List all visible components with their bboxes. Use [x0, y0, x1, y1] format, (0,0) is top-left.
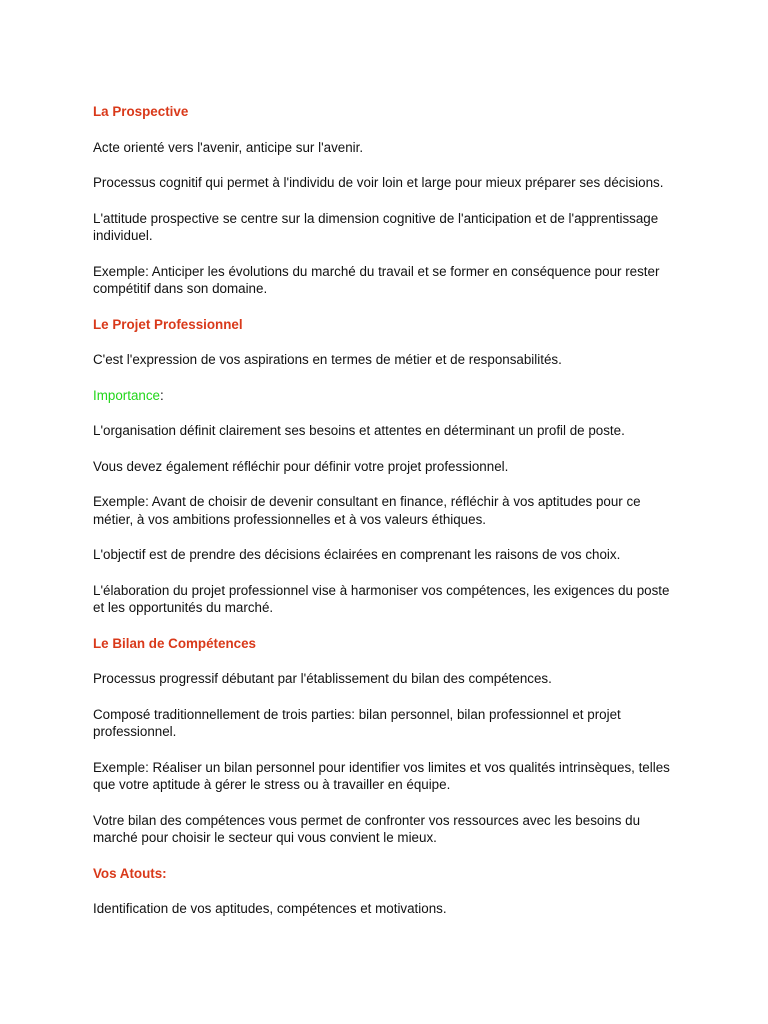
paragraph: L'objectif est de prendre des décisions éclairées en comprenant les raisons de vos choix.: [93, 547, 621, 562]
paragraph: Identification de vos aptitudes, compétences et motivations.: [93, 901, 447, 916]
paragraph: L'élaboration du projet professionnel vise à harmoniser vos compétences, les exigences du poste et les opportunités du marché.: [93, 582, 670, 615]
paragraph: Composé traditionnellement de trois parties: bilan personnel, bilan professionnel et projet professionnel.: [93, 706, 621, 739]
importance-colon: :: [160, 387, 164, 403]
document-page: [93, 103, 683, 936]
section-heading-projet-professionnel: Le Projet Professionnel: [93, 316, 243, 332]
paragraph: Exemple: Anticiper les évolutions du marché du travail et se former en conséquence pour rester compétitif dans son domaine.: [93, 263, 660, 296]
section-heading-prospective: La Prospective: [93, 104, 189, 119]
paragraph: Votre bilan des compétences vous permet de confronter vos ressources avec les besoins du marché pour choisir le secteur qui vous convient le mieux.: [93, 812, 641, 845]
paragraph: Exemple: Réaliser un bilan personnel pour identifier vos limites et vos qualités intrinsèques, telles que votre aptitude à gérer le stress ou à travailler en équipe.: [93, 759, 670, 792]
paragraph: L'attitude prospective se centre sur la dimension cognitive de l'anticipation et de l'apprentissage individuel.: [93, 210, 659, 243]
paragraph-intro: C'est l'expression de vos aspirations en termes de métier et de responsabilités.: [93, 352, 562, 367]
paragraph: Processus cognitif qui permet à l'individu de voir loin et large pour mieux préparer ses décisions.: [93, 175, 664, 190]
paragraph: Processus progressif débutant par l'établissement du bilan des compétences.: [93, 671, 552, 686]
section-heading-bilan-competences: Le Bilan de Compétences: [93, 635, 256, 651]
section-heading-vos-atouts: Vos Atouts:: [93, 865, 167, 881]
paragraph: Exemple: Avant de choisir de devenir consultant en finance, réfléchir à vos aptitudes pour ce métier, à vos ambitions professionnelles et à vos valeurs éthiques.: [93, 494, 641, 527]
paragraph: L'organisation définit clairement ses besoins et attentes en déterminant un profil de poste.: [93, 423, 625, 438]
importance-highlight: Importance: [93, 387, 160, 403]
importance-label: [93, 387, 683, 405]
paragraph: Vous devez également réfléchir pour définir votre projet professionnel.: [93, 458, 509, 474]
paragraph: Acte orienté vers l'avenir, anticipe sur l'avenir.: [93, 139, 364, 155]
